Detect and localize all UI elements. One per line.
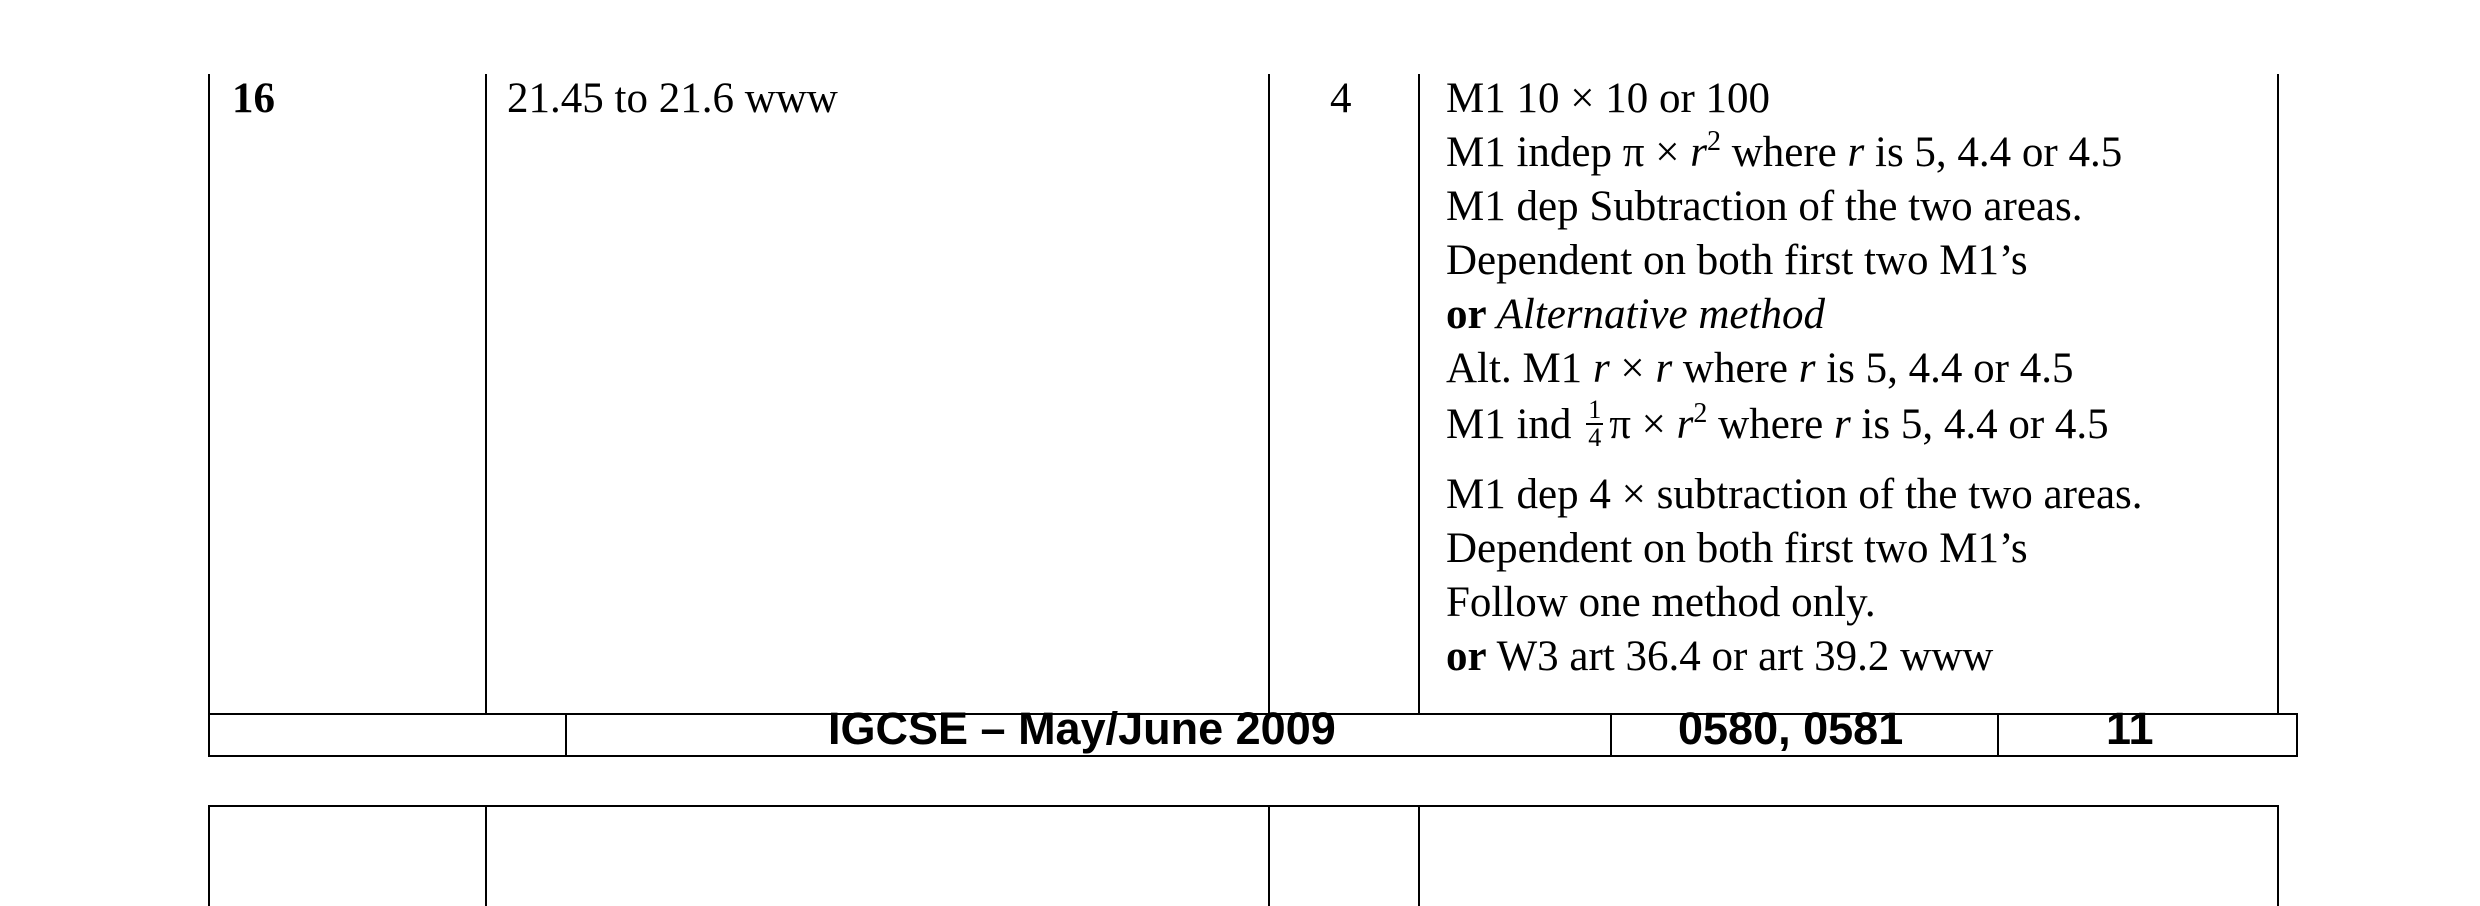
footer-syllabus-code: 0580, 0581 <box>1678 703 1904 754</box>
answer-cell: 21.45 to 21.6 www <box>507 75 838 122</box>
footer-border-left <box>208 713 210 757</box>
next-table-divider-1 <box>485 805 487 906</box>
fraction-one-quarter: $\frac{1}{4}$ <box>1588 395 1602 453</box>
table-border-left <box>208 74 210 714</box>
note-line-5: or Alternative method <box>1446 291 1825 338</box>
table-divider-mark-notes <box>1418 74 1420 714</box>
footer-divider-3 <box>1997 713 1999 757</box>
question-number: 16 <box>232 75 275 122</box>
note-line-1: M1 10 × 10 or 100 <box>1446 75 1771 122</box>
note-line-8: M1 dep 4 × subtraction of the two areas. <box>1446 471 2143 518</box>
next-table-divider-2 <box>1268 805 1270 906</box>
footer-divider-1 <box>565 713 567 757</box>
note-line-11: or W3 art 36.4 or art 39.2 www <box>1446 633 1994 680</box>
table-divider-question-answer <box>485 74 487 714</box>
notes-cell <box>1446 72 2143 684</box>
footer-border-right <box>2296 713 2298 757</box>
next-table-top-border <box>208 805 2279 807</box>
note-line-6: Alt. M1 r × r where r is 5, 4.4 or 4.5 <box>1446 345 2074 392</box>
note-line-2: M1 indep $\pi \times r^2$ where r is 5, 4.4 or 4.5 <box>1446 126 2123 176</box>
next-table-border-left <box>208 805 210 906</box>
table-border-right <box>2277 74 2279 714</box>
footer-paper-number: 11 <box>2106 703 2154 754</box>
note-line-7: M1 ind $\frac{1}{4}$ $\pi \times r^2$ where r is 5, 4.4 or 4.5 <box>1446 395 2109 453</box>
next-table-divider-3 <box>1418 805 1420 906</box>
note-line-10: Follow one method only. <box>1446 579 1876 626</box>
note-line-4: Dependent on both first two M1’s <box>1446 237 2028 284</box>
footer-exam-title: IGCSE – May/June 2009 <box>828 703 1336 754</box>
footer-divider-2 <box>1610 713 1612 757</box>
mark-cell: 4 <box>1330 75 1352 122</box>
table-divider-answer-mark <box>1268 74 1270 714</box>
note-line-9: Dependent on both first two M1’s <box>1446 525 2028 572</box>
note-line-3: M1 dep Subtraction of the two areas. <box>1446 183 2083 230</box>
next-table-border-right <box>2277 805 2279 906</box>
